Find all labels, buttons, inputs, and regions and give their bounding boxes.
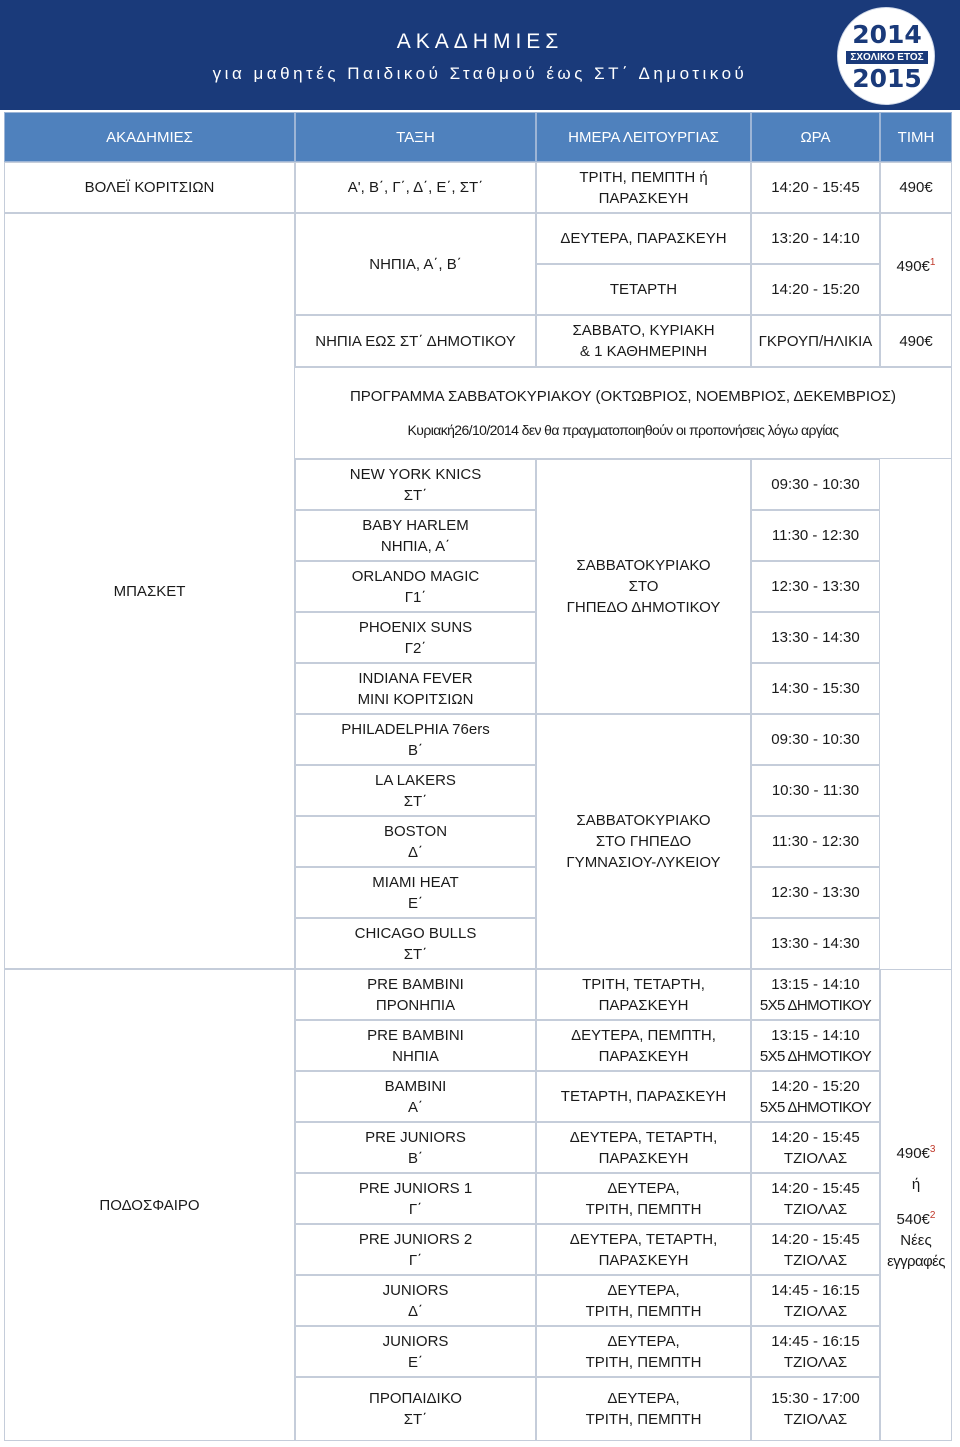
weekend-months: (ΟΚΤΩΒΡΙΟΣ, ΝΟΕΜΒΡΙΟΣ, ΔΕΚΕΜΒΡΙΟΣ) [591, 387, 897, 405]
column-header-days: ΗΜΕΡΑ ΛΕΙΤΟΥΡΓΙΑΣ [536, 112, 751, 162]
basket-team-cell: PHOENIX SUNS Γ2΄ [295, 612, 536, 663]
column-header-class: ΤΑΞΗ [295, 112, 536, 162]
basket-name-cell: ΜΠΑΣΚΕΤ [4, 213, 295, 969]
badge-year-start: 2014 [852, 20, 922, 49]
football-price-new: 540€ [896, 1210, 930, 1228]
school-year-badge [837, 7, 935, 105]
basket-kids-price: 490€ [896, 257, 930, 275]
football-price-or: ή [911, 1175, 921, 1193]
football-class-cell: JUNIORS Ε΄ [295, 1326, 536, 1377]
basket-team-cell: BABY HARLEM ΝΗΠΙΑ, Α΄ [295, 510, 536, 561]
basket-team-time-cell: 11:30 - 12:30 [751, 816, 880, 867]
basket-team-cell: CHICAGO BULLS ΣΤ΄ [295, 918, 536, 969]
page-subtitle: για μαθητές Παιδικού Σταθμού έως ΣΤ΄ Δημοτικού [212, 64, 748, 83]
basket-team-cell: BOSTON Δ΄ [295, 816, 536, 867]
football-days-cell: ΔΕΥΤΕΡΑ, ΤΡΙΤΗ, ΠΕΜΠΤΗ [536, 1173, 751, 1224]
basket-kids-day-b-cell: ΤΕΤΑΡΤΗ [536, 264, 751, 315]
football-price-cell [880, 969, 952, 1441]
volley-days-cell: ΤΡΙΤΗ, ΠΕΜΠΤΗ ή ΠΑΡΑΣΚΕΥΗ [536, 162, 751, 213]
football-days-cell: ΤΕΤΑΡΤΗ, ΠΑΡΑΣΚΕΥΗ [536, 1071, 751, 1122]
basket-price-spacer [880, 459, 952, 969]
basket-team-time-cell: 09:30 - 10:30 [751, 459, 880, 510]
football-days-cell: ΔΕΥΤΕΡΑ, ΤΡΙΤΗ, ΠΕΜΠΤΗ [536, 1275, 751, 1326]
basket-team-cell: PHILADELPHIA 76ers Β΄ [295, 714, 536, 765]
page-title: ΑΚΑΔΗΜΙΕΣ [396, 30, 564, 53]
footnote-marker: 3 [929, 1143, 936, 1155]
basket-kids-time-b-cell: 14:20 - 15:20 [751, 264, 880, 315]
volley-price-cell: 490€ [880, 162, 952, 213]
basket-all-time-cell: ΓΚΡΟΥΠ/ΗΛΙΚΙΑ [751, 315, 880, 367]
weekend-title: ΠΡΟΓΡΑΜΜΑ ΣΑΒΒΑΤΟΚΥΡΙΑΚΟΥ [349, 387, 592, 405]
basket-all-class-cell: ΝΗΠΙΑ ΕΩΣ ΣΤ΄ ΔΗΜΟΤΙΚΟΥ [295, 315, 536, 367]
weekend-holiday-note: Κυριακή26/10/2014 δεν θα πραγματοποιηθούν οι προπονήσεις λόγω αργίας [407, 421, 839, 438]
football-time-cell: 14:20 - 15:45 ΤΖΙΟΛΑΣ [751, 1224, 880, 1275]
football-time-cell: 15:30 - 17:00 ΤΖΙΟΛΑΣ [751, 1377, 880, 1441]
badge-label: ΣΧΟΛΙΚΟ ΕΤΟΣ [846, 51, 928, 64]
basket-team-time-cell: 10:30 - 11:30 [751, 765, 880, 816]
basket-kids-day-a-cell: ΔΕΥΤΕΡΑ, ΠΑΡΑΣΚΕΥΗ [536, 213, 751, 264]
football-days-cell: ΔΕΥΤΕΡΑ, ΤΕΤΑΡΤΗ, ΠΑΡΑΣΚΕΥΗ [536, 1224, 751, 1275]
footnote-marker: 1 [929, 256, 936, 268]
football-time-cell: 14:45 - 16:15 ΤΖΙΟΛΑΣ [751, 1275, 880, 1326]
basket-kids-price-cell [880, 213, 952, 315]
football-class-cell: PRE JUNIORS 1 Γ΄ [295, 1173, 536, 1224]
football-class-cell: PRE JUNIORS Β΄ [295, 1122, 536, 1173]
football-name-cell: ΠΟΔΟΣΦΑΙΡΟ [4, 969, 295, 1441]
basket-team-time-cell: 13:30 - 14:30 [751, 918, 880, 969]
weekend-program-banner [295, 367, 952, 459]
basket-team-time-cell: 12:30 - 13:30 [751, 867, 880, 918]
football-registrations-label: εγγραφές [887, 1252, 945, 1270]
basket-team-time-cell: 11:30 - 12:30 [751, 510, 880, 561]
football-class-cell: JUNIORS Δ΄ [295, 1275, 536, 1326]
football-time-cell: 14:20 - 15:20 5Χ5 ΔΗΜΟΤΙΚΟΥ [751, 1071, 880, 1122]
football-class-cell: PRE BAMBINI ΝΗΠΙΑ [295, 1020, 536, 1071]
football-days-cell: ΔΕΥΤΕΡΑ, ΠΕΜΠΤΗ, ΠΑΡΑΣΚΕΥΗ [536, 1020, 751, 1071]
football-time-cell: 13:15 - 14:10 5Χ5 ΔΗΜΟΤΙΚΟΥ [751, 1020, 880, 1071]
football-class-cell: PRE JUNIORS 2 Γ΄ [295, 1224, 536, 1275]
basket-team-cell: ORLANDO MAGIC Γ1΄ [295, 561, 536, 612]
column-header-academies: ΑΚΑΔΗΜΙΕΣ [4, 112, 295, 162]
football-time-cell: 14:45 - 16:15 ΤΖΙΟΛΑΣ [751, 1326, 880, 1377]
basket-team-time-cell: 09:30 - 10:30 [751, 714, 880, 765]
footnote-marker: 2 [929, 1209, 936, 1221]
volley-name-cell: ΒΟΛΕΪ ΚΟΡΙΤΣΙΩΝ [4, 162, 295, 213]
football-days-cell: ΔΕΥΤΕΡΑ, ΤΡΙΤΗ, ΠΕΜΠΤΗ [536, 1326, 751, 1377]
football-class-cell: ΠΡΟΠΑΙΔΙΚΟ ΣΤ΄ [295, 1377, 536, 1441]
basket-team-time-cell: 13:30 - 14:30 [751, 612, 880, 663]
football-new-label: Νέες [900, 1231, 932, 1249]
football-time-cell: 13:15 - 14:10 5Χ5 ΔΗΜΟΤΙΚΟΥ [751, 969, 880, 1020]
basket-team-cell: INDIANA FEVER ΜΙΝΙ ΚΟΡΙΤΣΙΩΝ [295, 663, 536, 714]
column-header-time: ΩΡΑ [751, 112, 880, 162]
football-days-cell: ΔΕΥΤΕΡΑ, ΤΡΙΤΗ, ΠΕΜΠΤΗ [536, 1377, 751, 1441]
volley-time-cell: 14:20 - 15:45 [751, 162, 880, 213]
badge-year-end: 2015 [852, 64, 922, 93]
basket-team-cell: LA LAKERS ΣΤ΄ [295, 765, 536, 816]
football-price: 490€ [896, 1144, 930, 1162]
football-time-cell: 14:20 - 15:45 ΤΖΙΟΛΑΣ [751, 1173, 880, 1224]
basket-team-cell: MIAMI HEAT Ε΄ [295, 867, 536, 918]
basket-kids-class-cell: ΝΗΠΙΑ, Α΄, Β΄ [295, 213, 536, 315]
basket-venue-high-school: ΣΑΒΒΑΤΟΚΥΡΙΑΚΟ ΣΤΟ ΓΗΠΕΔΟ ΓΥΜΝΑΣΙΟΥ-ΛΥΚΕΙΟΥ [536, 714, 751, 969]
football-days-cell: ΔΕΥΤΕΡΑ, ΤΕΤΑΡΤΗ, ΠΑΡΑΣΚΕΥΗ [536, 1122, 751, 1173]
basket-all-days-cell: ΣΑΒΒΑΤΟ, ΚΥΡΙΑΚΗ & 1 ΚΑΘΗΜΕΡΙΝΗ [536, 315, 751, 367]
football-days-cell: ΤΡΙΤΗ, ΤΕΤΑΡΤΗ, ΠΑΡΑΣΚΕΥΗ [536, 969, 751, 1020]
column-header-price: ΤΙΜΗ [880, 112, 952, 162]
volley-class-cell: Α', Β΄, Γ΄, Δ΄, Ε΄, ΣΤ΄ [295, 162, 536, 213]
basket-kids-time-a-cell: 13:20 - 14:10 [751, 213, 880, 264]
basket-team-time-cell: 12:30 - 13:30 [751, 561, 880, 612]
basket-all-price-cell: 490€ [880, 315, 952, 367]
football-class-cell: PRE BAMBINI ΠΡΟΝΗΠΙΑ [295, 969, 536, 1020]
basket-venue-primary-school: ΣΑΒΒΑΤΟΚΥΡΙΑΚΟ ΣΤΟ ΓΗΠΕΔΟ ΔΗΜΟΤΙΚΟΥ [536, 459, 751, 714]
football-class-cell: BAMBINI Α΄ [295, 1071, 536, 1122]
football-time-cell: 14:20 - 15:45 ΤΖΙΟΛΑΣ [751, 1122, 880, 1173]
basket-team-cell: NEW YORK KNICS ΣΤ΄ [295, 459, 536, 510]
basket-team-time-cell: 14:30 - 15:30 [751, 663, 880, 714]
page-header [0, 0, 960, 110]
